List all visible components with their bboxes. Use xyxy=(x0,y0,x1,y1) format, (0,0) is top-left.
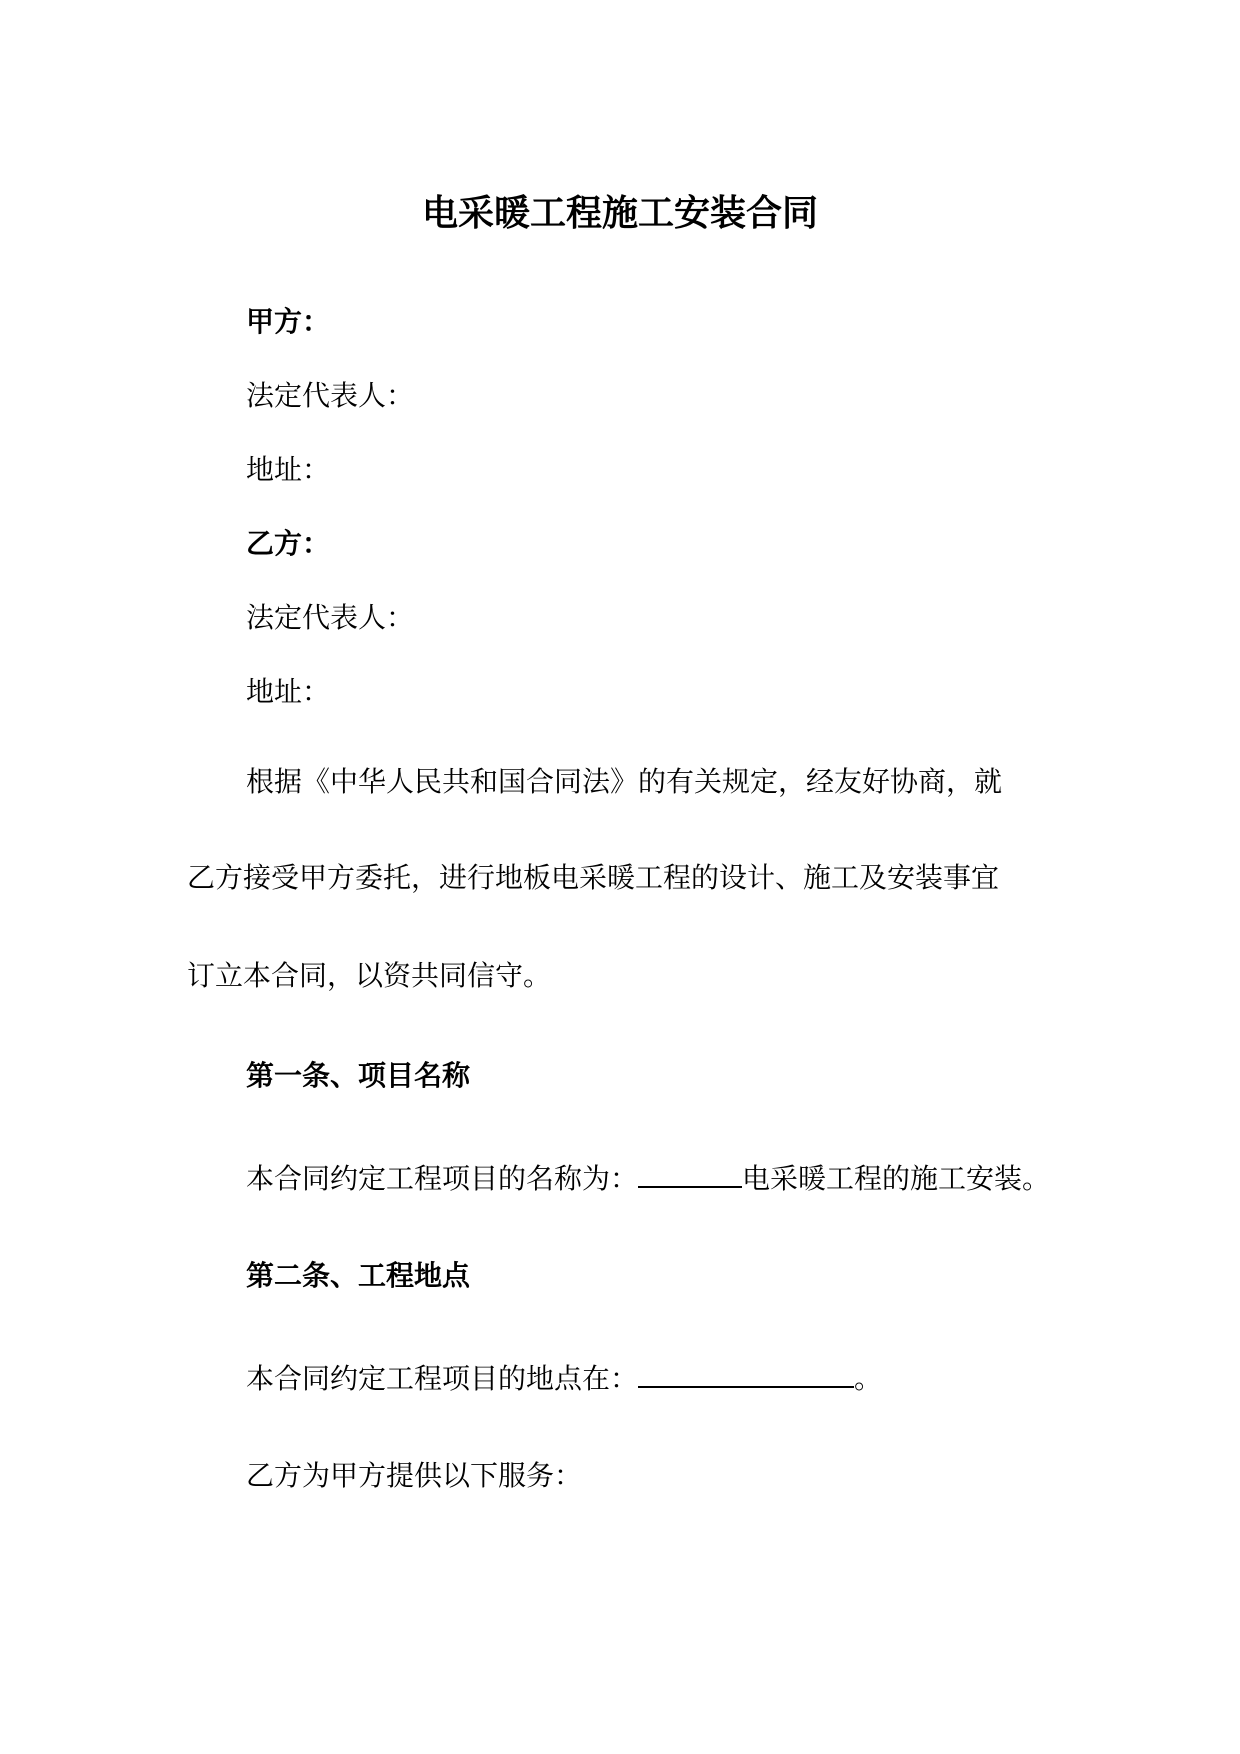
article-1-heading: 第一条、项目名称 xyxy=(246,1059,471,1092)
article-1-text xyxy=(246,1156,1050,1199)
preamble-line-2: 乙方接受甲方委托，进行地板电采暖工程的设计、施工及安装事宜 xyxy=(187,861,1000,894)
project-name-blank xyxy=(638,1156,742,1188)
party-b-label: 乙方： xyxy=(246,527,331,560)
article-2-text-before: 本合同约定工程项目的地点在： xyxy=(246,1362,639,1395)
preamble-line-1: 根据《中华人民共和国合同法》的有关规定，经友好协商，就 xyxy=(246,765,1003,798)
party-b-address: 地址： xyxy=(246,675,331,708)
article-1-text-before: 本合同约定工程项目的名称为： xyxy=(246,1162,639,1195)
party-a-representative: 法定代表人： xyxy=(246,379,415,412)
party-a-address: 地址： xyxy=(246,453,331,486)
article-2-text-after: 。 xyxy=(854,1362,883,1395)
project-location-blank xyxy=(638,1356,854,1388)
party-a-label: 甲方： xyxy=(246,305,331,338)
party-b-representative: 法定代表人： xyxy=(246,601,415,634)
article-2-heading: 第二条、工程地点 xyxy=(246,1259,471,1292)
article-1-text-after: 电采暖工程的施工安装。 xyxy=(742,1162,1051,1195)
preamble-line-3: 订立本合同，以资共同信守。 xyxy=(187,959,552,992)
services-intro: 乙方为甲方提供以下服务： xyxy=(246,1459,583,1492)
article-2-text xyxy=(246,1356,882,1399)
document-title: 电采暖工程施工安装合同 xyxy=(421,193,818,234)
